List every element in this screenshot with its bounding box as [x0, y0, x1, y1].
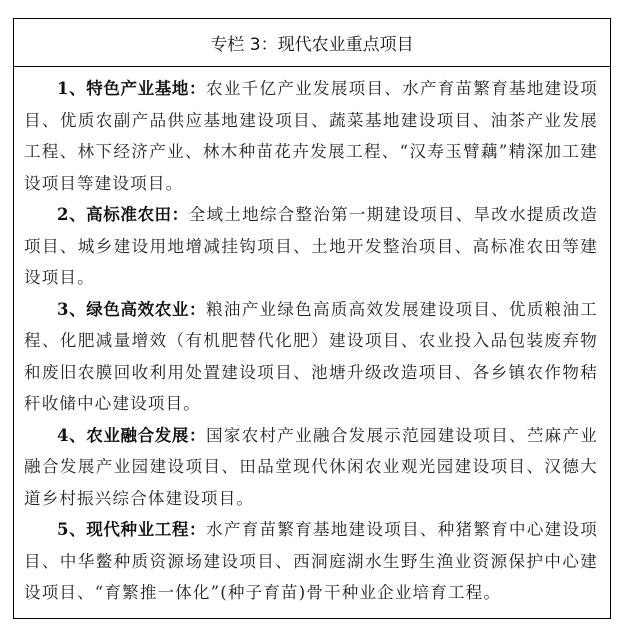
- section-body: 水产育苗繁育基地建设项目、种猪繁育中心建设项目、中华鳖种质资源场建设项目、西洞庭湖水生野生渔业资源保护中心建设项目、“育繁推一体化”(种子育苗)骨干种业企业培育工程。: [24, 520, 599, 602]
- section-body: 国家农村产业融合发展示范园建设项目、苎麻产业融合发展产业园建设项目、田品堂现代休闲农业观光园建设项目、汉德大道乡村振兴综合体建设项目。: [24, 425, 599, 508]
- feature-column-box: [13, 18, 611, 619]
- section-heading: 1、特色产业基地：: [57, 79, 207, 98]
- section-1: [24, 73, 598, 199]
- section-5: [24, 514, 598, 609]
- section-body: 粮油产业绿色高质高效发展建设项目、优质粮油工程、化肥减量增效（有机肥替代化肥）建设项目、农业投入品包装废弃物和废旧农膜回收利用处置建设项目、池塘升级改造项目、各乡镇农作物秸秆收储中心建设项目。: [24, 299, 599, 413]
- section-heading: 2、高标准农田：: [57, 205, 189, 224]
- column-title: 专栏 3：现代农业重点项目: [14, 19, 610, 67]
- column-content: [14, 67, 610, 609]
- section-heading: 5、现代种业工程：: [57, 520, 207, 539]
- section-heading: 4、农业融合发展：: [57, 425, 207, 445]
- section-4: [24, 420, 598, 515]
- section-2: [24, 199, 598, 294]
- section-body: 农业千亿产业发展项目、水产育苗繁育基地建设项目、优质农副产品供应基地建设项目、蔬菜基地建设项目、油茶产业发展工程、林下经济产业、林木种苗花卉发展工程、“汉寿玉臂藕”精深加工建设项目等建设项目。: [24, 79, 599, 193]
- section-body: 全域土地综合整治第一期建设项目、旱改水提质改造项目、城乡建设用地增减挂钩项目、土地开发整治项目、高标准农田等建设项目。: [24, 205, 598, 287]
- section-heading: 3、绿色高效农业：: [57, 299, 207, 319]
- section-3: [24, 294, 598, 420]
